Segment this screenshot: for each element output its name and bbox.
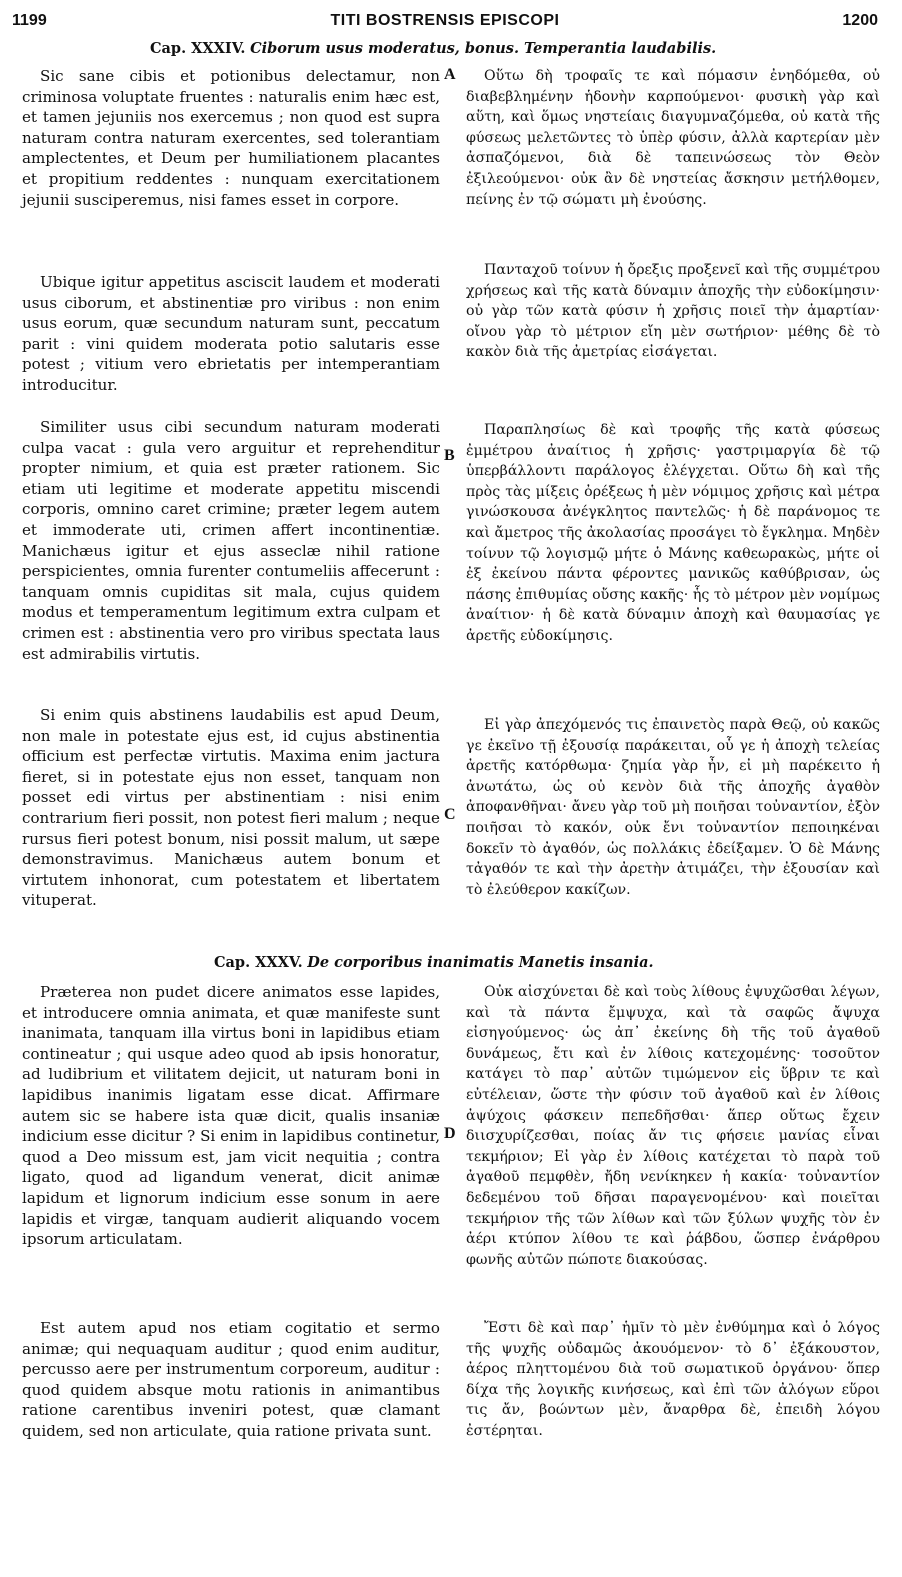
chapter-35-title: De corporibus inanimatis Manetis insania. (307, 954, 654, 971)
greek-paragraph (466, 420, 880, 647)
greek-text: Ἔστι δὲ καὶ παρ᾽ ἡμῖν τὸ μὲν ἐνθύμημα καὶ ὁ λόγος τῆς ψυχῆς οὐδαμῶς ἀκουόμενον· τὸ δ᾽ ἐξάκουστον, ἀέρος πληττομένου διὰ τοῦ σωματικοῦ ὀργάνου· ὅπερ δίχα τῆς λογικῆς κινήσεως, καὶ ἐπὶ τῶν ἀλόγων εὕροι τις ἄν, βοώντων μὲν, ἄναρθρα δὲ, ἐπειδὴ λόγου ἐστέρηται. (466, 1320, 880, 1439)
latin-text: Similiter usus cibi secundum naturam moderati culpa vacat : gula vero arguitur et reprehenditur propter nimium, et quia est præter rationem. Sic etiam uti legitime et moderate appetitu miscendi corporis, omnino caret crimine; præter legem autem et immoderate uti, crimen affert incontinentiæ. Manichæus igitur et ejus asseclæ nihil ratione perspicientes, omnia furenter contumeliis affecerunt : tanquam omnis cupiditas sit mala, cujus quidem modus et temperamentum legitimum extra culpam et crimen est : abstinentia vero pro viribus spectata laus est admirabilis virtutis. (22, 418, 440, 663)
section-marker-b: B (444, 447, 455, 464)
latin-text: Est autem apud nos etiam cogitatio et sermo animæ; qui nequaquam auditur ; quod enim auditur, percusso aere per instrumentum corporeum, auditur : quod quidem absque motu rationis in animantibus ratione carentibus inveniri potest, quæ clamant quidem, sed non articulate, quia ratione privata sunt. (22, 1319, 440, 1440)
greek-text: Πανταχοῦ τοίνυν ἡ ὄρεξις προξενεῖ καὶ τῆς συμμέτρου χρήσεως καὶ τῆς κατὰ δύναμιν ἀποχῆς τὴν εὐδοκίμησιν· οὐ γὰρ τῶν κατὰ φύσιν ἡ χρῆσις ποιεῖ τὴν ἁμαρτίαν· οἴνου γὰρ τὸ μέτριον εἴη μὲν σωτήριον· μέθης δὲ τὸ κακὸν διὰ τῆς ἀμετρίας εἰσάγεται. (466, 262, 880, 361)
greek-paragraph (466, 982, 880, 1270)
greek-text: Παραπλησίως δὲ καὶ τροφῆς τῆς κατὰ φύσεως ἐμμέτρου ἀναίτιος ἡ χρῆσις· γαστριμαργία δὲ τῷ ὑπερβάλλοντι παράλογος ἐλέγχεται. Οὕτω δὴ καὶ τῆς πρὸς τὰς μίξεις ὀρέξεως ἡ μὲν νόμιμος χρῆσις καὶ μέτρα γινώσκουσα ἀνέγκλητος παντελῶς· ἡ δὲ παράνομος τε καὶ ἄμετρος τῆς ἀκολασίας προσάγει τὸ ἔγκλημα. Μηδὲν τοίνυν τῷ λογισμῷ μήτε ὁ Μάνης καθεωρακὼς, μήτε οἱ ἐξ ἐκείνου πάντα φέροντες μανικῶς καθύβρισαν, ὡς πάσης ἐπιθυμίας οὔσης κακῆς· ἧς τὸ μέτρον μὲν νομίμως ἀναίτιον· ἡ δὲ κατὰ δύναμιν ἀποχὴ καὶ θαυμασίας γε ἀρετῆς εὐδοκίμησις. (466, 422, 880, 644)
latin-text: Ubique igitur appetitus asciscit laudem et moderati usus ciborum, et abstinentiæ pro viribus : non enim usus eorum, quæ secundum naturam sunt, peccatum parit : vini quidem moderata potio salutaris esse potest ; vitium vero ebrietatis per intemperantiam introducitur. (22, 273, 440, 394)
chapter-34-number: Cap. XXXIV. (150, 40, 246, 57)
greek-paragraph (466, 715, 880, 900)
page-header (12, 12, 878, 40)
greek-paragraph (466, 1318, 880, 1442)
greek-text: Οὕτω δὴ τροφαῖς τε καὶ πόμασιν ἐνηδόμεθα, οὐ διαβεβλημένην ἡδονὴν καρπούμενοι· φυσικὴ γὰρ καὶ αὕτη, καὶ ὅμως νηστείαις διαγυμναζόμεθα, οὐ κατὰ τῆς φύσεως μελετῶντες τὸ ὑπὲρ φύσιν, ἀλλὰ καρτερίαν μὲν ἀσπαζόμενοι, διὰ δὲ ταπεινώσεως τὸν Θεὸν ἐξιλεούμενοι· οὐκ ἂν δὲ νηστείας ἄσκησιν μετήλθομεν, πείνης ἐν τῷ σώματι μὴ ἐνούσης. (466, 68, 880, 208)
chapter-34-heading (150, 40, 882, 57)
latin-paragraph (22, 982, 440, 1250)
latin-paragraph (22, 272, 440, 396)
greek-text: Οὐκ αἰσχύνεται δὲ καὶ τοὺς λίθους ἐψυχῶσθαι λέγων, καὶ τὰ πάντα ἔμψυχα, καὶ τὰ σαφῶς ἄψυχα εἰσηγούμενος· ὡς ἀπ᾽ ἐκείνης δὴ τῆς τοῦ ἀγαθοῦ δυνάμεως, ἔτι καὶ ἐν λίθοις κατεχομένης· τοσοῦτον κατάγει τὸ παρ᾽ αὐτῶν τιμώμενον εἰς ὕβριν τε καὶ εὐτέλειαν, ὥστε τὴν φύσιν τοῦ ἀγαθοῦ καὶ ἐν λίθοις ἀψύχοις φάσκειν πεπεδῆσθαι· ἅπερ οὕτως ἔχειν διισχυρίζεσθαι, ποίας ἄν τις φήσειε μανίας εἶναι τεκμήριον; Εἰ γὰρ ἐν λίθοις κατέχεται τὸ παρὰ τοῦ ἀγαθοῦ πεμφθὲν, ἤδη νενίκηκεν ἡ κακία· τοὐναντίον δεδεμένου τοῦ δῆσαι παραγενομένου· καὶ ποιεῖται τεκμήριον τῆς τῶν λίθων καὶ τῶν ξύλων ψυχῆς τὸν ἐν ἀέρι κτύπον λίθου τε καὶ ῥάβδου, ὥσπερ ἐνάρθρου φωνῆς αὐτῶν πώποτε διακούσας. (466, 984, 880, 1268)
greek-paragraph (466, 66, 880, 210)
section-marker-d: D (444, 1125, 456, 1142)
latin-text: Si enim quis abstinens laudabilis est apud Deum, non male in potestate ejus est, id cujus abstinentia officium est perfectæ virtutis. Maxima enim jactura fieret, si in potestate ejus non esset, tanquam non posset edi virtus per abstinentiam : nisi enim contrarium fieri possit, non potest fieri malum ; neque rursus fieri potest bonum, nisi possit malum, ut sæpe demonstravimus. Manichæus autem bonum et virtutem inhonorat, cum potestatem et libertatem vituperat. (22, 706, 440, 910)
latin-paragraph (22, 417, 440, 664)
page-number-left: 1199 (12, 12, 47, 29)
latin-paragraph (22, 1318, 440, 1442)
page-number-right: 1200 (842, 12, 878, 29)
section-marker-c: C (444, 806, 456, 823)
latin-text: Præterea non pudet dicere animatos esse lapides, et introducere omnia animata, et quæ manifeste sunt inanimata, tanquam illa virtus boni in lapidibus etiam contineatur ; qui usque adeo quod ab ipsis honoratur, ad ludibrium et vilitatem dejicit, ut naturam boni in lapidibus inanimis ligatam esse dicat. Affirmare autem sic se habere ista quæ dicit, qualis insaniæ indicium esse dicitur ? Si enim in lapidibus continetur, quod a Deo missum est, jam vicit nequitia ; contra ligato, quod ad ligandum venerat, dicit animæ lapidum et lignorum indicium esse sonum in aere lapidis et virgæ, tanquam audierit aliquando vocem ipsorum articulatam. (22, 983, 440, 1249)
greek-text: Εἰ γὰρ ἀπεχόμενός τις ἐπαινετὸς παρὰ Θεῷ, οὐ κακῶς γε ἐκεῖνο τῇ ἐξουσίᾳ παράκειται, οὗ γε ἡ ἀποχὴ τελείας ἀρετῆς κατόρθωμα· ζημία γὰρ ἦν, εἰ μὴ παρέκειτο ἡ ἀνωτάτω, ὡς οὐ κενὸν διὰ τῆς ἀποχῆς ἀγαθὸν ἀποφανθῆναι· ἄνευ γὰρ τοῦ μὴ ποιῆσαι τοὐναντίον, ἐξὸν ποιῆσαι τὸ κακόν, οὐκ ἔνι τοὐναντίον πεποιηκέναι δοκεῖν τὸ ἀγαθόν, ὡς πολλάκις ἐδείξαμεν. Ὁ δὲ Μάνης τἀγαθόν τε καὶ τὴν ἀρετὴν ἀτιμάζει, τὴν ἐξουσίαν καὶ τὸ ἐλεύθερον κακίζων. (466, 717, 880, 898)
chapter-35-heading (214, 954, 882, 971)
greek-paragraph (466, 260, 880, 363)
latin-paragraph (22, 66, 440, 210)
section-marker-a: A (444, 66, 456, 83)
chapter-35-number: Cap. XXXV. (214, 954, 303, 971)
chapter-34-title: Ciborum usus moderatus, bonus. Temperantia laudabilis. (250, 40, 717, 57)
latin-paragraph (22, 705, 440, 911)
latin-text: Sic sane cibis et potionibus delectamur, non criminosa voluptate fruentes : naturalis enim hæc est, et tamen jejuniis nos exercemus ; non quod est supra naturam contra naturam exercentes, sed tolerantiam amplectentes, et Deum per humiliationem placantes et propitium reddentes : nunquam exercitationem jejunii susciperemus, nisi fames esset in corpore. (22, 67, 440, 209)
running-title: TITI BOSTRENSIS EPISCOPI (330, 12, 560, 29)
